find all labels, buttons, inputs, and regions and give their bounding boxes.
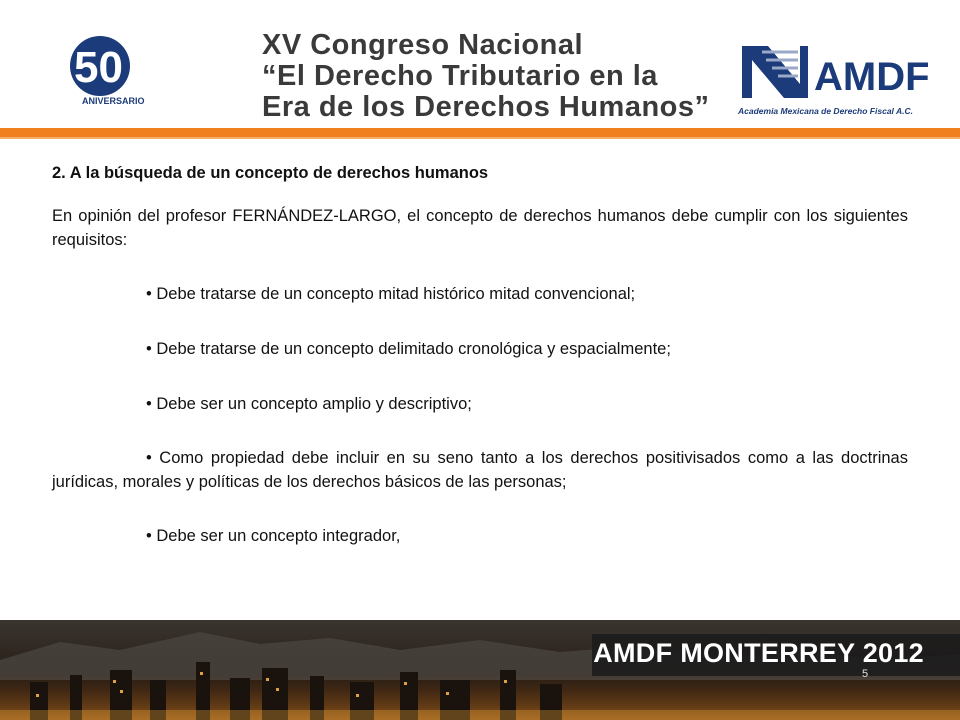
congress-title [262, 30, 710, 123]
slide-header [0, 0, 960, 128]
city-skyline-image [0, 620, 960, 720]
slide-content [52, 164, 908, 548]
bullet-item: • Como propiedad debe incluir en su seno tanto a los derechos positivisados como a las doctrinas jurídicas, morales y políticas de los derechos básicos de las personas; [52, 449, 908, 491]
amdf-logo [738, 40, 928, 122]
bullet-item: • Debe tratarse de un concepto mitad histórico mitad convencional; [146, 285, 636, 303]
bullet-item: • Debe ser un concepto integrador, [146, 527, 401, 545]
title-line-2: “El Derecho Tributario en la [262, 60, 658, 92]
title-line-1: XV Congreso Nacional [262, 29, 584, 61]
page-number: 5 [862, 668, 869, 680]
anniversary-badge [60, 30, 170, 110]
logo-mark: AMDF [814, 55, 928, 99]
intro-paragraph: En opinión del profesor FERNÁNDEZ-LARGO, el concepto de derechos humanos debe cumplir con los siguientes requisitos: [52, 207, 908, 249]
section-heading: 2. A la búsqueda de un concepto de derechos humanos [52, 164, 489, 182]
bullet-item: • Debe ser un concepto amplio y descriptivo; [146, 395, 472, 413]
badge-label: ANIVERSARIO [82, 96, 145, 106]
title-line-3: Era de los Derechos Humanos” [262, 91, 710, 123]
bullet-item: • Debe tratarse de un concepto delimitado cronológica y espacialmente; [146, 340, 671, 358]
anniversary-logo-icon [60, 30, 170, 110]
logo-subtitle: Academia Mexicana de Derecho Fiscal A.C. [738, 106, 913, 116]
orange-divider-light [0, 137, 960, 139]
amdf-logo-icon [738, 40, 928, 104]
badge-number: 50 [74, 43, 123, 92]
orange-divider [0, 128, 960, 137]
footer-tagline: AMDF MONTERREY 2012 [593, 638, 924, 668]
city-skyline-footer [0, 620, 960, 720]
